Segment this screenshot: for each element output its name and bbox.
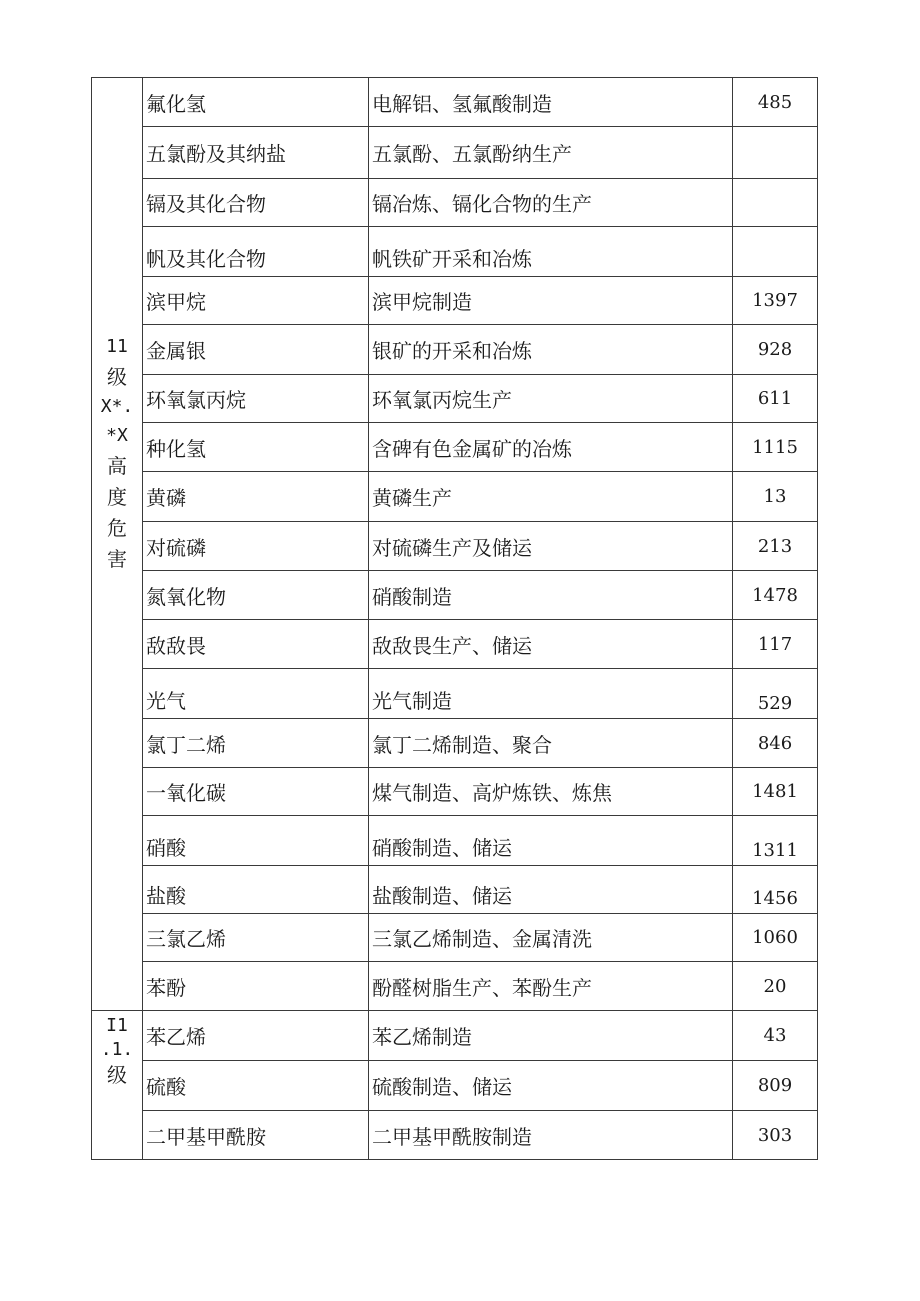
table-row <box>92 962 818 1011</box>
industry-cell: 电解铝、氢氟酸制造 <box>369 78 733 127</box>
industry-cell: 含碑有色金属矿的冶炼 <box>369 423 733 472</box>
code-cell: 43 <box>733 1011 818 1061</box>
hazard-level-label-secondary <box>92 1011 143 1160</box>
industry-cell: 硫酸制造、储运 <box>369 1061 733 1111</box>
table-row <box>92 227 818 277</box>
substance-cell: 种化氢 <box>143 423 369 472</box>
table-row <box>92 1111 818 1160</box>
substance-cell: 氮氧化物 <box>143 571 369 620</box>
hazard-table-body <box>92 78 818 1160</box>
industry-cell: 敌敌畏生产、储运 <box>369 620 733 669</box>
substance-cell: 镉及其化合物 <box>143 179 369 227</box>
code-cell: 20 <box>733 962 818 1011</box>
code-cell: 611 <box>733 375 818 423</box>
table-row <box>92 127 818 179</box>
code-cell: 117 <box>733 620 818 669</box>
hazard-level-label-severe <box>92 78 143 1011</box>
code-cell: 1115 <box>733 423 818 472</box>
hazard-level-text: 高 <box>107 454 127 478</box>
table-row <box>92 325 818 375</box>
hazard-level-text: 危 <box>107 516 127 540</box>
hazard-level-text: *X <box>106 425 128 446</box>
table-row <box>92 179 818 227</box>
substance-cell: 氟化氢 <box>143 78 369 127</box>
code-cell: 1311 <box>733 816 818 866</box>
industry-cell: 氯丁二烯制造、聚合 <box>369 719 733 768</box>
table-row <box>92 1011 818 1061</box>
substance-cell: 敌敌畏 <box>143 620 369 669</box>
code-cell: 13 <box>733 472 818 522</box>
code-cell: 1060 <box>733 914 818 962</box>
substance-cell: 三氯乙烯 <box>143 914 369 962</box>
substance-cell: 苯乙烯 <box>143 1011 369 1061</box>
industry-cell: 煤气制造、高炉炼铁、炼焦 <box>369 768 733 816</box>
substance-cell: 光气 <box>143 669 369 719</box>
code-cell: 485 <box>733 78 818 127</box>
code-cell: 1397 <box>733 277 818 325</box>
table-row <box>92 816 818 866</box>
industry-cell: 硝酸制造 <box>369 571 733 620</box>
code-cell: 303 <box>733 1111 818 1160</box>
table-row <box>92 375 818 423</box>
table-row <box>92 719 818 768</box>
table-row <box>92 571 818 620</box>
table-row <box>92 78 818 127</box>
industry-cell: 黄磷生产 <box>369 472 733 522</box>
code-cell: 529 <box>733 669 818 719</box>
industry-cell: 镉冶炼、镉化合物的生产 <box>369 179 733 227</box>
hazard-level-text: 级 <box>107 365 127 389</box>
substance-cell: 盐酸 <box>143 866 369 914</box>
code-cell: 928 <box>733 325 818 375</box>
substance-cell: 硫酸 <box>143 1061 369 1111</box>
industry-cell: 环氧氯丙烷生产 <box>369 375 733 423</box>
table-row <box>92 522 818 571</box>
substance-cell: 氯丁二烯 <box>143 719 369 768</box>
hazard-level-text: 害 <box>107 547 127 571</box>
table-row <box>92 423 818 472</box>
industry-cell: 滨甲烷制造 <box>369 277 733 325</box>
industry-cell: 银矿的开采和冶炼 <box>369 325 733 375</box>
table-row <box>92 1061 818 1111</box>
table-row <box>92 669 818 719</box>
substance-cell: 硝酸 <box>143 816 369 866</box>
table-row <box>92 914 818 962</box>
substance-cell: 二甲基甲酰胺 <box>143 1111 369 1160</box>
code-cell: 846 <box>733 719 818 768</box>
industry-cell: 对硫磷生产及储运 <box>369 522 733 571</box>
code-cell <box>733 179 818 227</box>
hazard-table <box>91 77 818 1160</box>
substance-cell: 五氯酚及其纳盐 <box>143 127 369 179</box>
industry-cell: 苯乙烯制造 <box>369 1011 733 1061</box>
hazard-level-text: X*. <box>100 396 134 417</box>
substance-cell: 苯酚 <box>143 962 369 1011</box>
substance-cell: 帆及其化合物 <box>143 227 369 277</box>
hazard-level-text: 11 <box>106 336 128 357</box>
code-cell: 213 <box>733 522 818 571</box>
industry-cell: 帆铁矿开采和冶炼 <box>369 227 733 277</box>
substance-cell: 环氧氯丙烷 <box>143 375 369 423</box>
hazard-level-text: I1 <box>106 1015 128 1036</box>
hazard-level-text: 度 <box>107 485 127 509</box>
industry-cell: 三氯乙烯制造、金属清洗 <box>369 914 733 962</box>
hazard-level-text: 级 <box>107 1063 127 1087</box>
industry-cell: 硝酸制造、储运 <box>369 816 733 866</box>
industry-cell: 二甲基甲酰胺制造 <box>369 1111 733 1160</box>
table-row <box>92 277 818 325</box>
table-row <box>92 620 818 669</box>
substance-cell: 一氧化碳 <box>143 768 369 816</box>
code-cell: 1478 <box>733 571 818 620</box>
table-row <box>92 866 818 914</box>
substance-cell: 黄磷 <box>143 472 369 522</box>
industry-cell: 光气制造 <box>369 669 733 719</box>
table-row <box>92 472 818 522</box>
substance-cell: 金属银 <box>143 325 369 375</box>
substance-cell: 对硫磷 <box>143 522 369 571</box>
substance-cell: 滨甲烷 <box>143 277 369 325</box>
industry-cell: 盐酸制造、储运 <box>369 866 733 914</box>
code-cell <box>733 127 818 179</box>
hazard-level-text: .1. <box>100 1039 134 1060</box>
industry-cell: 五氯酚、五氯酚纳生产 <box>369 127 733 179</box>
code-cell: 1481 <box>733 768 818 816</box>
code-cell: 809 <box>733 1061 818 1111</box>
table-row <box>92 768 818 816</box>
code-cell <box>733 227 818 277</box>
code-cell: 1456 <box>733 866 818 914</box>
industry-cell: 酚醛树脂生产、苯酚生产 <box>369 962 733 1011</box>
